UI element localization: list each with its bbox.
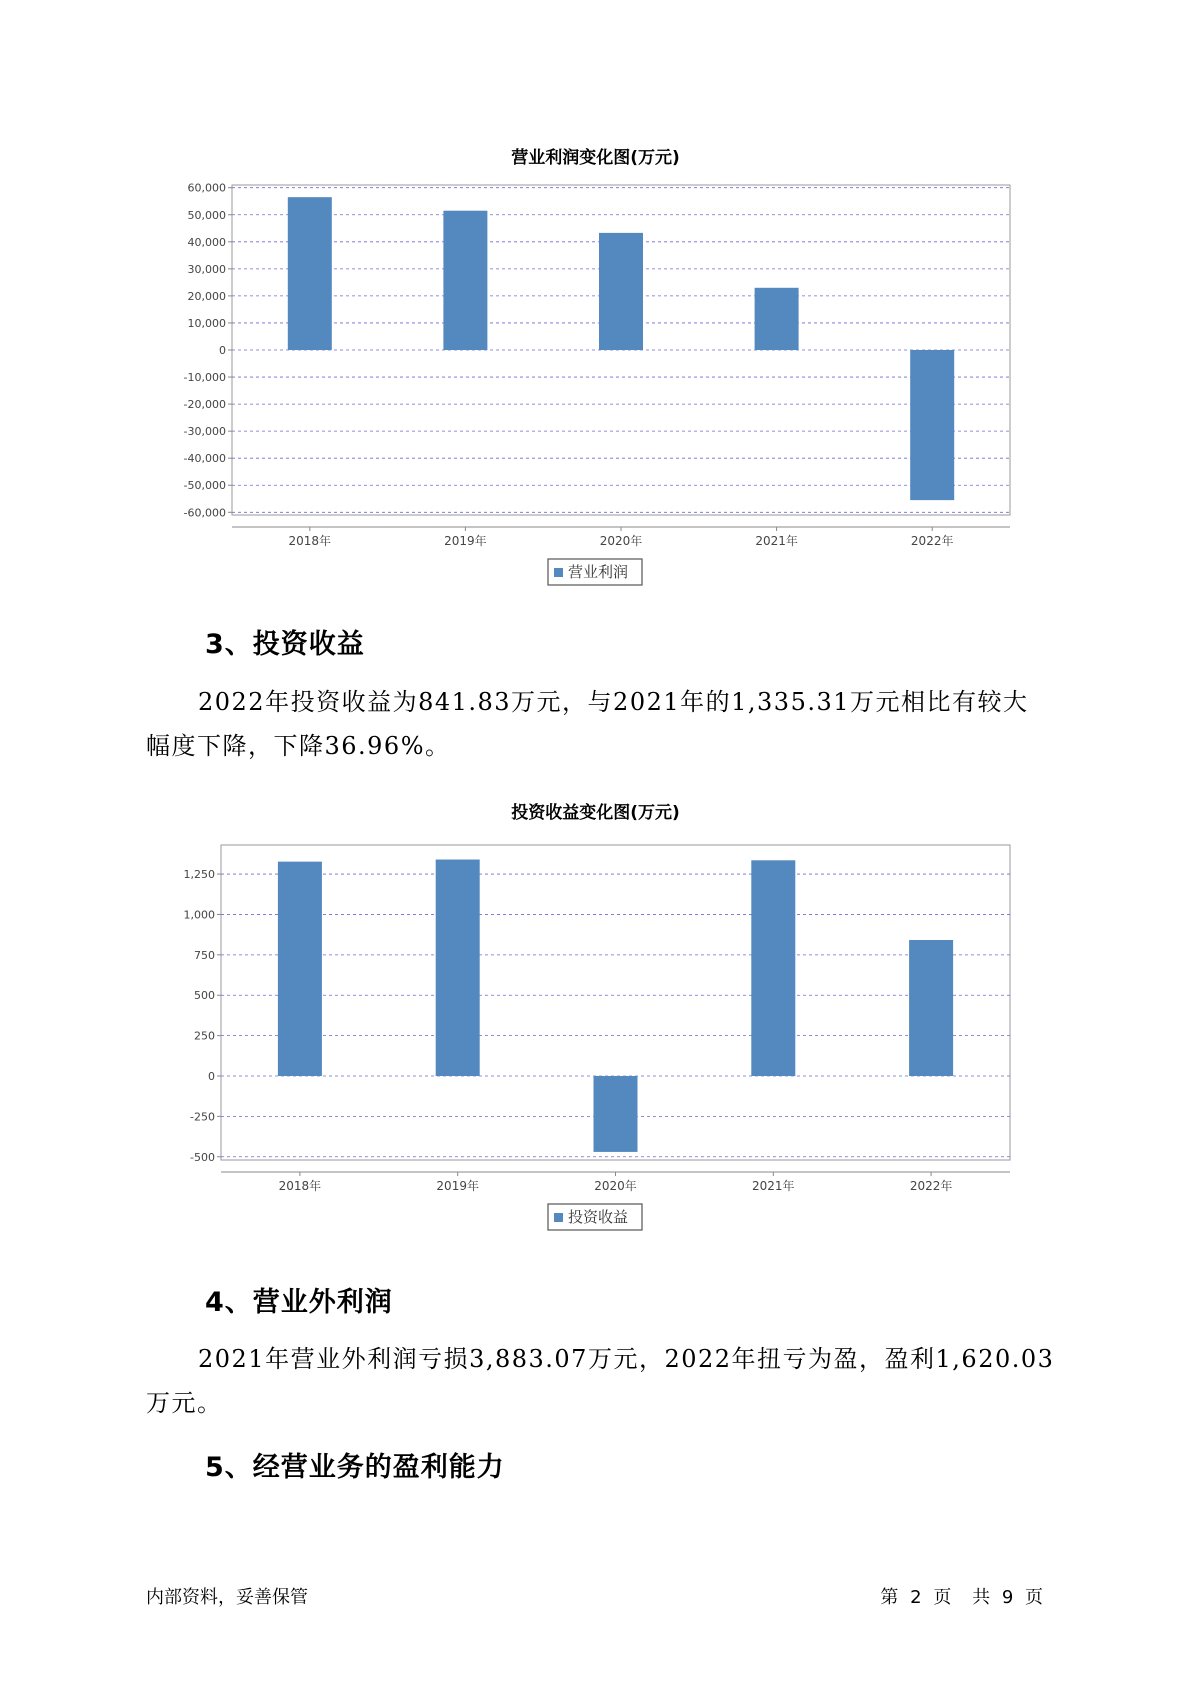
chart2-investment-income [0,830,1191,1250]
footer-page-number [877,1583,1046,1609]
x-tick-label: 2021年 [755,534,798,548]
page-suffix: 页 [1025,1587,1043,1608]
y-tick-label: 0 [219,344,226,357]
y-tick-label: -20,000 [183,398,226,412]
section3-line1: 2022年投资收益为841.83万元，与2021年的1,335.31万元相比有较大 [198,688,1029,716]
legend-swatch [554,1213,563,1222]
bar [910,350,954,500]
y-tick-label: -10,000 [183,371,226,385]
x-tick-label: 2020年 [594,1179,637,1193]
y-tick-label: -60,000 [183,506,226,520]
y-tick-label: 20,000 [187,289,226,303]
legend-label: 营业利润 [568,563,629,581]
section5-heading: 5、经营业务的盈利能力 [205,1452,505,1483]
section4-line2: 万元。 [146,1389,223,1417]
y-tick-label: 50,000 [187,208,226,222]
chart2-title: 投资收益变化图(万元) [511,803,680,823]
bar [278,862,322,1076]
y-tick-label: 40,000 [187,235,226,249]
y-tick-label: 500 [194,989,215,1003]
y-tick-label: -250 [190,1110,215,1124]
y-tick-label: 60,000 [187,181,226,195]
x-tick-label: 2018年 [288,534,332,548]
x-tick-label: 2021年 [752,1179,795,1193]
section3-heading: 3、投资收益 [205,629,365,660]
x-tick-label: 2019年 [444,534,487,548]
x-tick-label: 2022年 [909,1179,953,1193]
section3-paragraph [146,680,1076,768]
y-tick-label: 1,000 [183,908,215,922]
page-total-prefix: 共 [972,1587,991,1608]
x-tick-label: 2022年 [910,534,954,548]
y-tick-label: -50,000 [183,479,226,493]
y-tick-label: -40,000 [183,452,226,466]
section4-paragraph [146,1337,1076,1425]
chart1-title: 营业利润变化图(万元) [511,148,680,168]
bar [436,860,480,1076]
bar [751,860,795,1076]
y-tick-label: -30,000 [183,425,226,439]
y-tick-label: 750 [194,948,215,962]
y-tick-label: -500 [190,1150,215,1164]
y-tick-label: 10,000 [187,316,226,330]
legend-swatch [554,568,563,577]
section4-heading: 4、营业外利润 [205,1287,393,1318]
bar [288,197,332,350]
y-tick-label: 1,250 [183,868,215,882]
footer-confidential: 内部资料，妥善保管 [146,1587,308,1608]
y-tick-label: 30,000 [187,262,226,276]
chart1-operating-profit [0,175,1191,595]
page-total: 9 [1001,1587,1014,1608]
y-tick-label: 0 [208,1070,215,1083]
section3-line2: 幅度下降，下降36.96%。 [146,732,451,760]
bar [599,233,643,350]
page-current: 2 [910,1587,922,1608]
legend-label: 投资收益 [568,1208,629,1226]
bar [594,1076,638,1152]
bar [755,288,799,350]
x-tick-label: 2018年 [278,1179,322,1193]
x-tick-label: 2020年 [599,534,643,548]
page-mid: 页 [933,1587,952,1608]
section4-line1: 2021年营业外利润亏损3,883.07万元，2022年扭亏为盈，盈利1,620.03 [198,1345,1055,1373]
bar [443,211,487,350]
x-tick-label: 2019年 [436,1179,479,1193]
y-tick-label: 250 [194,1029,215,1043]
page-prefix: 第 [880,1587,899,1608]
bar [909,940,953,1076]
